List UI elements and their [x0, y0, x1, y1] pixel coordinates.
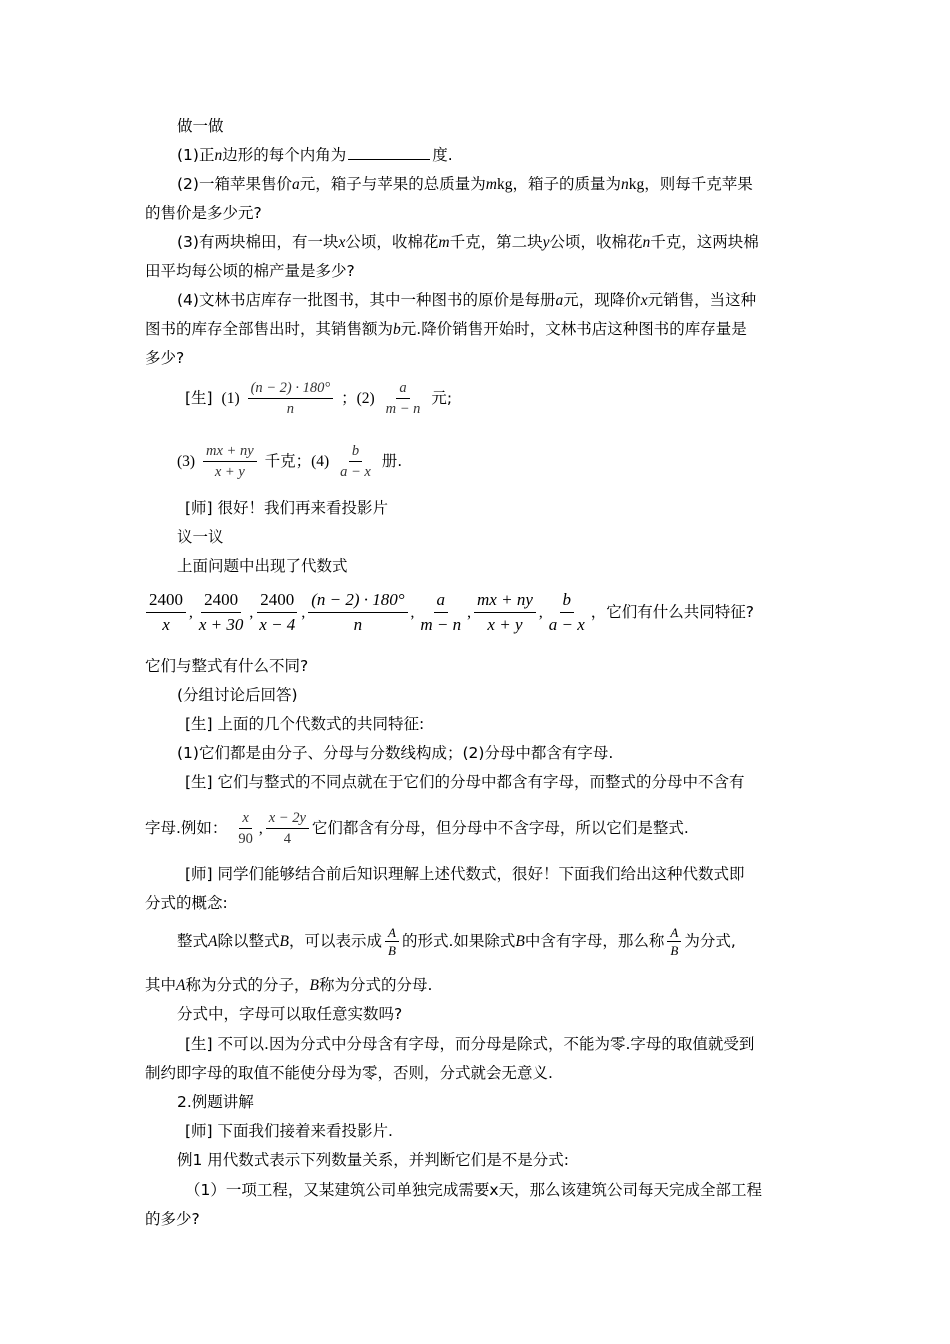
- student-answer-3: [生] 上面的几个代数式的共同特征:: [185, 715, 425, 733]
- student-answer-6-cont: 制约即字母的取值不能使分母为零，否则，分式就会无意义.: [145, 1064, 553, 1082]
- expression-fraction: $\frac{2400}{x}$: [146, 588, 186, 637]
- definition-cont: 其中A称为分式的分子，B称为分式的分母.: [145, 976, 433, 994]
- teacher-remark-2-cont: 分式的概念:: [145, 894, 228, 912]
- question-1: (1)正n边形的每个内角为 度.: [177, 146, 453, 164]
- expression-fraction: $\frac{2400}{x + 30}$: [198, 590, 244, 634]
- heading-try: 做一做: [177, 117, 224, 135]
- diff-question: 它们与整式有什么不同?: [145, 657, 309, 675]
- teacher-remark-1: [师] 很好！我们再来看投影片: [185, 499, 389, 517]
- question-3-cont: 田平均每公顷的棉产量是多少?: [145, 262, 355, 280]
- fraction-x-over-90: $\frac{x}{90}$: [238, 810, 253, 847]
- expression-fraction: $\frac{b}{a - x}$: [548, 590, 585, 634]
- question-4-cont: 图书的库存全部售出时，其销售额为b元.降价销售开始时，文林书店这种图书的库存量是: [145, 320, 747, 338]
- expression-fraction: $\frac{mx + ny}{x + y}$: [474, 588, 536, 637]
- integral-example: 字母.例如： $\frac{x}{90}$ , $\frac{x - 2y}{4}$ 它们都含有分母，但分母中不含字母，所以它们是整式.: [145, 810, 689, 847]
- student-answer-5: [生] 它们与整式的不同点就在于它们的分母中都含有字母，而整式的分母中不含有: [185, 773, 745, 791]
- student-answer-2: (3) $\frac{mx + ny}{x + y}$ 千克；(4) $\frac{b}{a - x}$ 册.: [177, 443, 403, 480]
- section-examples: 2.例题讲解: [177, 1093, 254, 1111]
- student-answer-4: (1)它们都是由分子、分母与分数线构成；(2)分母中都含有字母.: [177, 744, 614, 762]
- teacher-remark-3: [师] 下面我们接着来看投影片.: [185, 1122, 393, 1140]
- fraction-x-minus-2y-over-4: $\frac{x - 2y}{4}$: [266, 808, 309, 849]
- group-discussion: (分组讨论后回答): [177, 686, 298, 704]
- fraction-interior-angle: $\frac{(n - 2) \cdot 180^\circ}{n}$: [248, 378, 334, 419]
- teacher-remark-2: [师] 同学们能够结合前后知识理解上述代数式，很好！下面我们给出这种代数式即: [185, 865, 745, 883]
- definition: 整式A除以整式B，可以表示成 $\frac{A}{B}$ 的形式.如果除式B中含有字母，那么称 $\frac{A}{B}$ 为分式,: [177, 925, 736, 958]
- question-3: (3)有两块棉田，有一块x公顷，收棉花m千克，第二块y公顷，收棉花n千克，这两块棉: [177, 233, 759, 251]
- expression-fraction: $\frac{a}{m - n}$: [420, 590, 462, 634]
- expression-list: $\frac{2400}{x}$ , $\frac{2400}{x + 30}$ , $\frac{2400}{x - 4}$ , $\frac{(n - 2) \cdot 180^\circ}{n}$ , $\frac{a}{m - n}$ , $\frac{mx + ny}{x + y}$ , $\frac{b}{a - x}$ ，它们有什么共同特征?: [143, 588, 754, 637]
- example-1-item-1: （1）一项工程，又某建筑公司单独完成需要x天，那么该建筑公司每天完成全部工程: [185, 1181, 763, 1199]
- fraction-a-over-b: $\frac{A}{B}$: [667, 924, 681, 959]
- answer-blank: [348, 145, 430, 160]
- heading-discuss: 议一议: [177, 528, 224, 546]
- example-1-item-1-cont: 的多少?: [145, 1210, 200, 1228]
- student-answer-6: [生] 不可以.因为分式中分母含有字母，而分母是除式，不能为零.字母的取值就受到: [185, 1035, 755, 1053]
- expression-fraction: $\frac{(n - 2) \cdot 180^\circ}{n}$: [308, 588, 407, 637]
- question-4-cont2: 多少?: [145, 349, 185, 367]
- example-1: 例1 用代数式表示下列数量关系，并判断它们是不是分式:: [177, 1151, 570, 1169]
- fraction-a-over-b: $\frac{A}{B}$: [385, 924, 399, 959]
- question-2-cont: 的售价是多少元?: [145, 204, 262, 222]
- fraction-cotton-yield: $\frac{mx + ny}{x + y}$: [203, 441, 257, 482]
- student-answer-1: [生] (1) $\frac{(n - 2) \cdot 180^\circ}{n}$ ；(2) $\frac{a}{m - n}$ 元;: [185, 380, 453, 417]
- fraction-apple-price: $\frac{a}{m - n}$: [385, 380, 421, 417]
- appear-text: 上面问题中出现了代数式: [177, 557, 348, 575]
- question-any-value: 分式中，字母可以取任意实数吗?: [177, 1005, 403, 1023]
- expression-fraction: $\frac{2400}{x - 4}$: [259, 590, 296, 634]
- question-4: (4)文林书店库存一批图书，其中一种图书的原价是每册a元，现降价x元销售，当这种: [177, 291, 757, 309]
- question-2: (2)一箱苹果售价a元，箱子与苹果的总质量为mkg，箱子的质量为nkg，则每千克苹果: [177, 175, 753, 193]
- fraction-book-stock: $\frac{b}{a - x}$: [340, 443, 371, 480]
